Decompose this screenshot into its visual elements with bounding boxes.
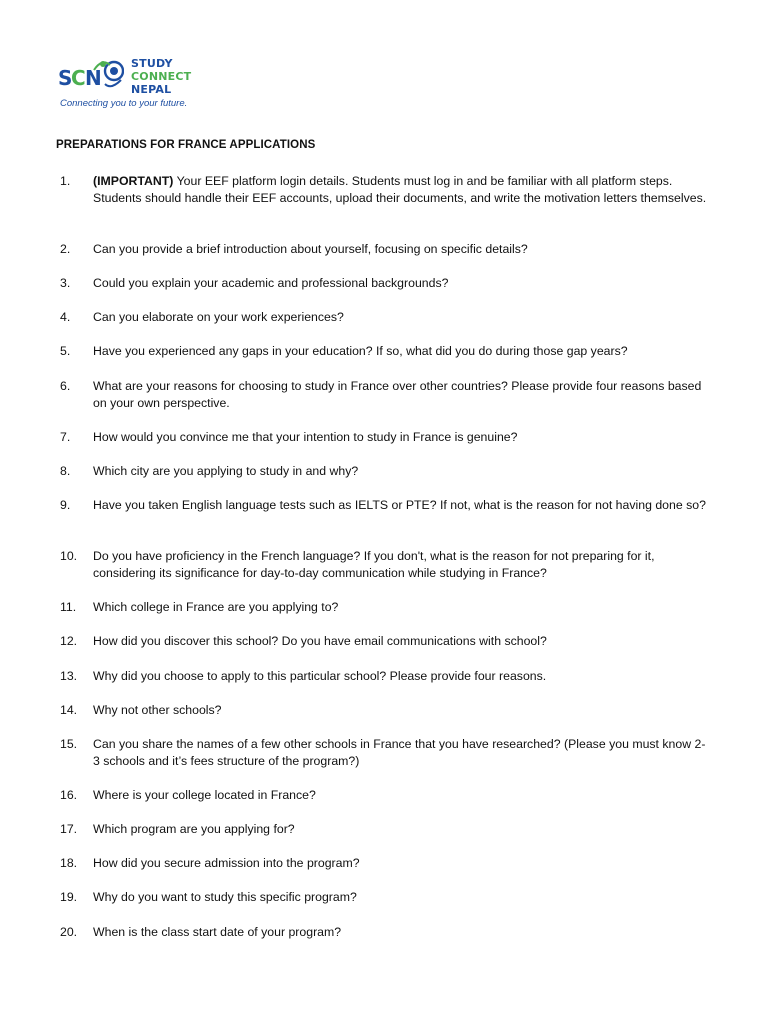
important-label: (IMPORTANT) <box>93 174 174 188</box>
question-number: 19. <box>60 890 78 904</box>
question-text: Do you have proficiency in the French language? If you don't, what is the reason for not preparing for it, considering its significance for day-to-day communication while studying in France? <box>93 549 655 580</box>
scn-logo-mark-icon <box>58 56 124 92</box>
question-number: 15. <box>60 737 78 751</box>
question-text: How would you convince me that your intention to study in France is genuine? <box>93 430 518 444</box>
question-number: 5. <box>60 344 71 358</box>
question-number: 3. <box>60 276 71 290</box>
question-number: 7. <box>60 430 71 444</box>
logo-tagline: Connecting you to your future. <box>60 98 188 109</box>
question-text: Have you taken English language tests such as IELTS or PTE? If not, what is the reason for not having done so? <box>93 498 706 512</box>
question-number: 20. <box>60 925 78 939</box>
logo-word-nepal: NEPAL <box>131 83 172 96</box>
question-number: 6. <box>60 379 71 393</box>
question-text: When is the class start date of your program? <box>93 925 342 939</box>
svg-text:N: N <box>85 66 102 90</box>
question-number: 14. <box>60 703 78 717</box>
question-number: 4. <box>60 310 71 324</box>
question-text: Where is your college located in France? <box>93 788 316 802</box>
svg-text:C: C <box>71 66 86 90</box>
question-text: How did you discover this school? Do you have email communications with school? <box>93 634 547 648</box>
question-text: Why not other schools? <box>93 703 222 717</box>
question-number: 8. <box>60 464 71 478</box>
question-text: How did you secure admission into the program? <box>93 856 360 870</box>
question-number: 17. <box>60 822 78 836</box>
logo-word-study: STUDY <box>131 57 173 70</box>
question-text: Why do you want to study this specific program? <box>93 890 357 904</box>
question-number: 10. <box>60 549 78 563</box>
question-text: Could you explain your academic and professional backgrounds? <box>93 276 449 290</box>
question-text-body: Your EEF platform login details. Students must log in and be familiar with all platform steps. Students should handle their EEF accounts, upload their documents, and write the motivation letters themselves. <box>93 174 707 205</box>
question-number: 18. <box>60 856 78 870</box>
question-text: Which college in France are you applying to? <box>93 600 339 614</box>
question-number: 2. <box>60 242 71 256</box>
question-text: Can you provide a brief introduction about yourself, focusing on specific details? <box>93 242 528 256</box>
question-text: Can you elaborate on your work experiences? <box>93 310 344 324</box>
question-text: Which city are you applying to study in and why? <box>93 464 359 478</box>
logo-wordmark <box>131 57 191 96</box>
question-text: Why did you choose to apply to this particular school? Please provide four reasons. <box>93 669 547 683</box>
question-number: 12. <box>60 634 78 648</box>
question-text: What are your reasons for choosing to study in France over other countries? Please provide four reasons based on your own perspective. <box>93 379 702 410</box>
question-text: Have you experienced any gaps in your education? If so, what did you do during those gap years? <box>93 344 628 358</box>
question-text <box>93 173 707 206</box>
question-number: 13. <box>60 669 78 683</box>
question-number: 1. <box>60 174 71 188</box>
document-title: PREPARATIONS FOR FRANCE APPLICATIONS <box>56 139 316 151</box>
question-number: 11. <box>60 600 77 614</box>
question-number: 16. <box>60 788 78 802</box>
study-connect-nepal-logo <box>58 54 208 112</box>
question-text: Can you share the names of a few other schools in France that you have researched? (Please you must know 2-3 schools and it’s fees structure of the program?) <box>93 737 706 768</box>
question-number: 9. <box>60 498 71 512</box>
svg-text:S: S <box>58 66 73 90</box>
question-text: Which program are you applying for? <box>93 822 295 836</box>
logo-word-connect: CONNECT <box>131 70 192 83</box>
